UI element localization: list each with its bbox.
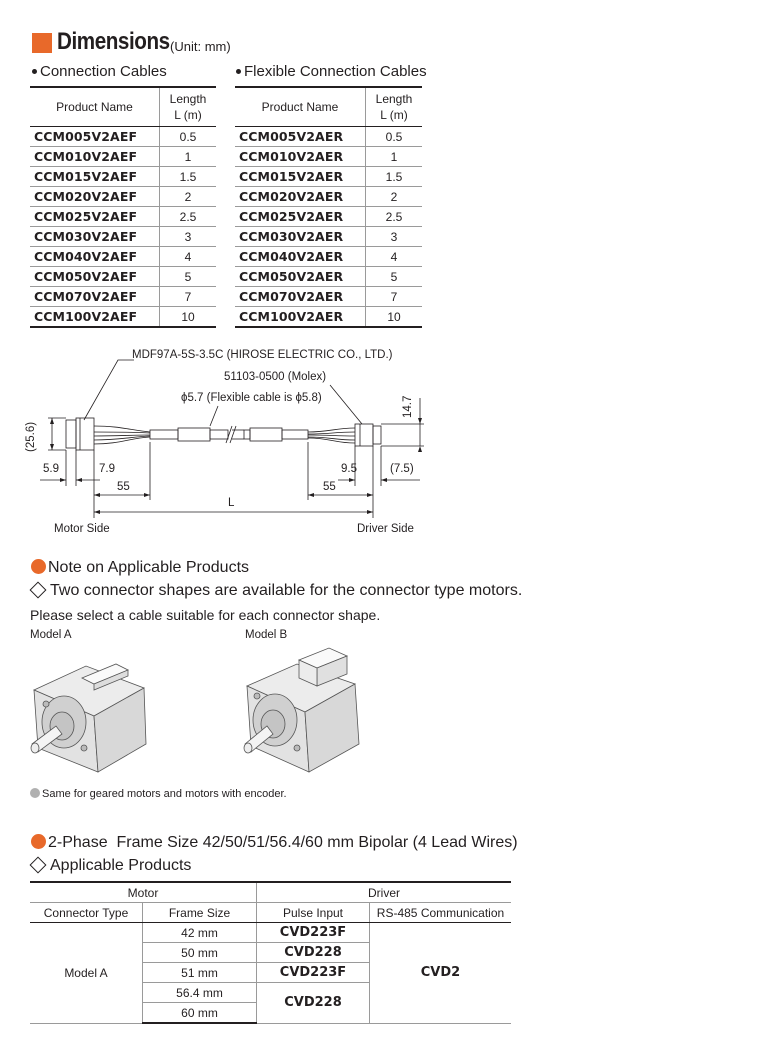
bullet-icon [236, 69, 241, 74]
note-heading: Note on Applicable Products [31, 559, 249, 577]
table-row [30, 247, 216, 267]
table-row [235, 127, 422, 147]
model-a-label: Model A [30, 629, 72, 641]
flexible-cables-table [235, 86, 422, 328]
frame-size-cell: 60 mm [143, 1003, 257, 1024]
unit-label: (Unit: mm) [170, 39, 231, 54]
product-name-cell: CCM070V2AEF [30, 287, 160, 307]
product-name-cell: CCM040V2AER [235, 247, 366, 267]
table-row [30, 287, 216, 307]
cable-dimension-drawing [0, 340, 440, 540]
dim-5-9: 5.9 [43, 463, 59, 475]
length-cell: 0.5 [366, 127, 423, 147]
product-name-cell: CCM040V2AEF [30, 247, 160, 267]
dim-7-5: (7.5) [390, 463, 414, 475]
diamond-icon [30, 581, 47, 598]
product-name-cell: CCM100V2AER [235, 307, 366, 328]
page-title: Dimensions [57, 28, 170, 55]
header-motor: Motor [30, 882, 257, 903]
header-driver: Driver [257, 882, 512, 903]
table-row [30, 307, 216, 328]
table-row [30, 227, 216, 247]
dim-7-9: 7.9 [99, 463, 115, 475]
header-pulse-input: Pulse Input [257, 903, 370, 923]
product-name-cell: CCM025V2AER [235, 207, 366, 227]
product-name-cell: CCM005V2AEF [30, 127, 160, 147]
length-cell: 7 [160, 287, 217, 307]
pulse-input-cell: CVD223F [257, 963, 370, 983]
diamond-icon [30, 856, 47, 873]
header-frame-size: Frame Size [143, 903, 257, 923]
table-row [235, 147, 422, 167]
length-cell: 4 [160, 247, 217, 267]
frame-size-cell: 51 mm [143, 963, 257, 983]
note-text: Please select a cable suitable for each connector shape. [30, 607, 381, 623]
length-cell: 2 [366, 187, 423, 207]
length-cell: 1 [160, 147, 217, 167]
table-row [30, 167, 216, 187]
length-cell: 1.5 [160, 167, 217, 187]
product-name-cell: CCM005V2AER [235, 127, 366, 147]
column-header-product: Product Name [235, 87, 366, 127]
driver-side-label: Driver Side [357, 523, 414, 535]
header-connector-type: Connector Type [30, 903, 143, 923]
section-heading [32, 28, 231, 56]
table-row [235, 227, 422, 247]
product-name-cell: CCM015V2AEF [30, 167, 160, 187]
motor-connector-label: MDF97A-5S-3.5C (HIROSE ELECTRIC CO., LTD.) [132, 349, 393, 361]
table-row [30, 267, 216, 287]
motor-side-label: Motor Side [54, 523, 110, 535]
connection-cables-table [30, 86, 216, 328]
column-header-product: Product Name [30, 87, 160, 127]
length-cell: 1 [366, 147, 423, 167]
phase-heading: 2-Phase Frame Size 42/50/51/56.4/60 mm Bipolar (4 Lead Wires) [31, 834, 518, 852]
table-row [235, 207, 422, 227]
dim-55-right: 55 [323, 481, 336, 493]
length-cell: 3 [160, 227, 217, 247]
table-row [30, 147, 216, 167]
note-subtitle: Two connector shapes are available for the connector type motors. [28, 582, 522, 600]
table-row [30, 207, 216, 227]
dim-25-6: (25.6) [25, 421, 37, 452]
dim-55-left: 55 [117, 481, 130, 493]
product-name-cell: CCM020V2AEF [30, 187, 160, 207]
length-cell: 2.5 [366, 207, 423, 227]
bullet-icon [32, 69, 37, 74]
length-cell: 5 [160, 267, 217, 287]
length-cell: 1.5 [366, 167, 423, 187]
orange-circle-icon [31, 559, 46, 574]
product-name-cell: CCM050V2AER [235, 267, 366, 287]
driver-connector-label: 51103-0500 (Molex) [224, 371, 327, 383]
length-cell: 0.5 [160, 127, 217, 147]
table-row [235, 167, 422, 187]
applicable-products-heading: Applicable Products [28, 857, 191, 875]
footnote: Same for geared motors and motors with encoder. [30, 788, 287, 800]
orange-circle-icon [31, 834, 46, 849]
model-cell: Model A [30, 923, 143, 1024]
frame-size-cell: 50 mm [143, 943, 257, 963]
table-row [235, 187, 422, 207]
pulse-input-cell: CVD228 [257, 943, 370, 963]
frame-size-cell: 56.4 mm [143, 983, 257, 1003]
table-row [30, 187, 216, 207]
product-name-cell: CCM010V2AEF [30, 147, 160, 167]
flexible-cables-title: Flexible Connection Cables [236, 63, 427, 80]
length-cell: 2 [160, 187, 217, 207]
dim-L: L [228, 497, 235, 509]
length-cell: 4 [366, 247, 423, 267]
product-name-cell: CCM100V2AEF [30, 307, 160, 328]
product-name-cell: CCM030V2AER [235, 227, 366, 247]
table-row [30, 127, 216, 147]
column-header-length: Length L (m) [160, 87, 217, 127]
applicable-products-table [30, 881, 511, 1024]
driver-connector [355, 424, 373, 446]
dim-9-5: 9.5 [341, 463, 357, 475]
model-b-label: Model B [245, 629, 288, 641]
length-cell: 2.5 [160, 207, 217, 227]
cable-diameter-label: ϕ5.7 (Flexible cable is ϕ5.8) [181, 392, 322, 404]
motor-connector-side [66, 420, 76, 448]
length-cell: 3 [366, 227, 423, 247]
product-name-cell: CCM010V2AER [235, 147, 366, 167]
table-row [235, 287, 422, 307]
length-cell: 10 [366, 307, 423, 328]
table-row [235, 307, 422, 328]
product-name-cell: CCM020V2AER [235, 187, 366, 207]
product-name-cell: CCM015V2AER [235, 167, 366, 187]
table-row [235, 267, 422, 287]
length-cell: 7 [366, 287, 423, 307]
connection-cables-title: Connection Cables [32, 63, 167, 80]
gray-circle-icon [30, 788, 40, 798]
model-b-motor-image [243, 646, 368, 780]
column-header-length: Length L (m) [366, 87, 423, 127]
pulse-input-cell: CVD228 [257, 983, 370, 1024]
product-name-cell: CCM070V2AER [235, 287, 366, 307]
table-row [235, 247, 422, 267]
product-name-cell: CCM025V2AEF [30, 207, 160, 227]
rs485-cell: CVD2 [370, 923, 512, 1024]
product-name-cell: CCM030V2AEF [30, 227, 160, 247]
motor-connector [76, 418, 94, 450]
product-name-cell: CCM050V2AEF [30, 267, 160, 287]
orange-square-icon [32, 33, 52, 53]
length-cell: 10 [160, 307, 217, 328]
dim-14-7: 14.7 [402, 395, 414, 418]
length-cell: 5 [366, 267, 423, 287]
model-a-motor-image [28, 648, 153, 778]
header-rs485: RS-485 Communication [370, 903, 512, 923]
frame-size-cell: 42 mm [143, 923, 257, 943]
pulse-input-cell: CVD223F [257, 923, 370, 943]
